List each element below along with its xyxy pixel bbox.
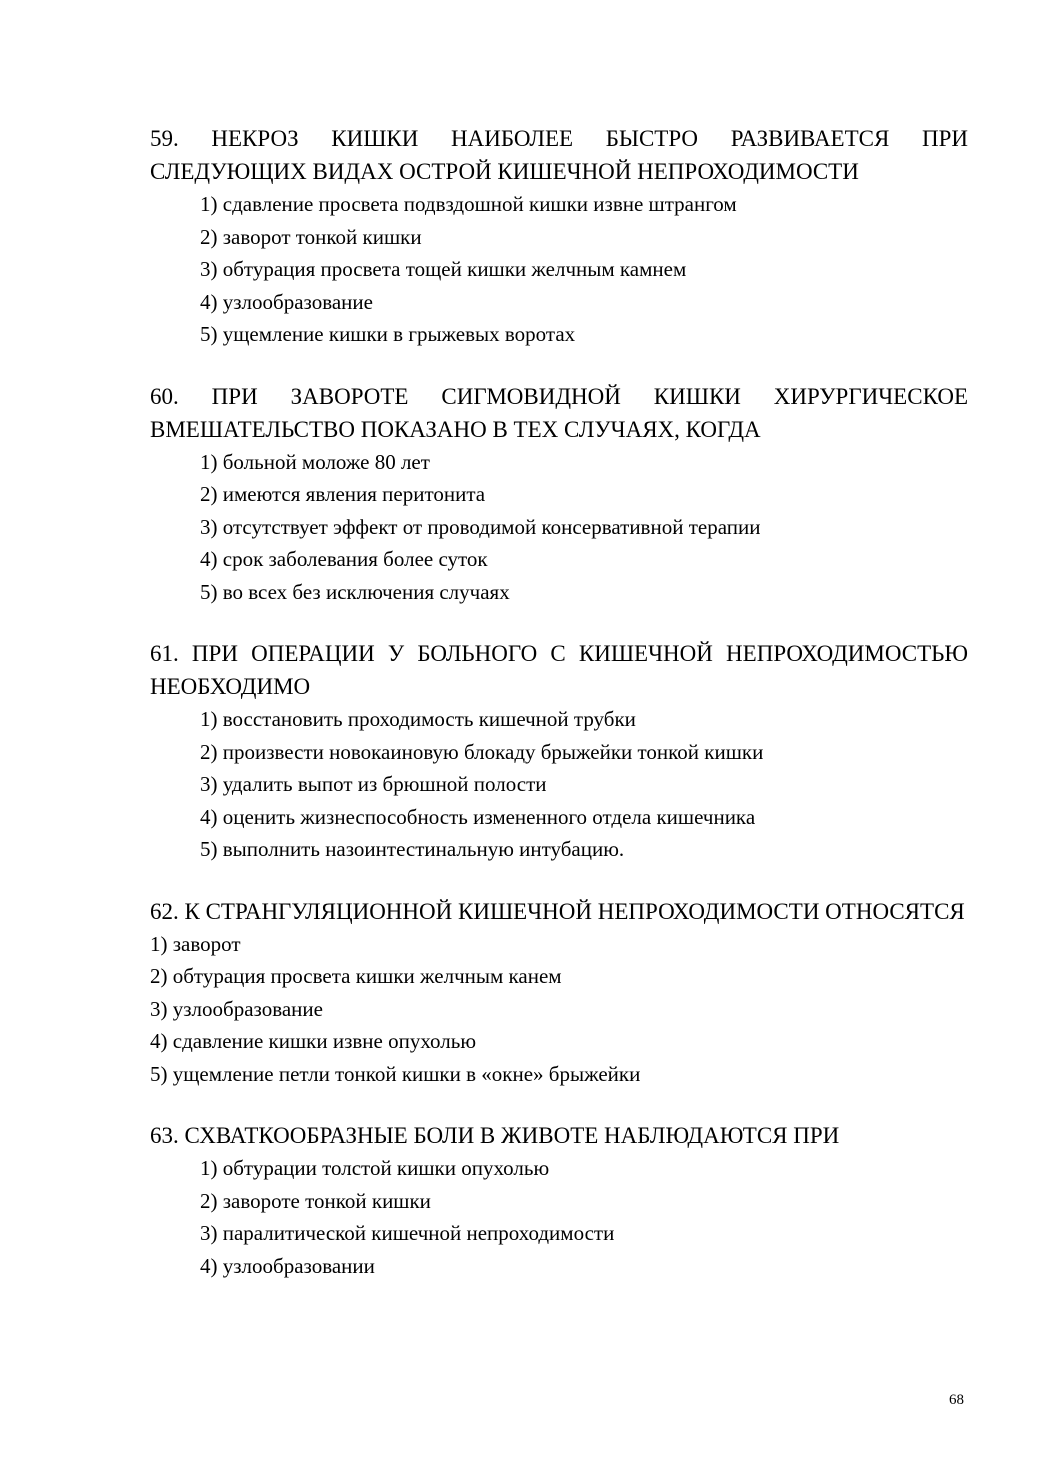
answer-option: 2) заворот тонкой кишки bbox=[200, 224, 422, 249]
answer-option: 3) паралитической кишечной непроходимости bbox=[200, 1221, 615, 1245]
answer-options bbox=[150, 188, 968, 351]
question-title: 59. НЕКРОЗ КИШКИ НАИБОЛЕЕ БЫСТРО РАЗВИВАЕТСЯ ПРИ СЛЕДУЮЩИХ ВИДАХ ОСТРОЙ КИШЕЧНОЙ НЕПРОХОДИМОСТИ bbox=[150, 126, 968, 184]
answer-option: 1) заворот bbox=[150, 931, 241, 956]
page-content bbox=[150, 122, 968, 1311]
question-61 bbox=[150, 637, 968, 866]
question-63 bbox=[150, 1119, 968, 1282]
answer-option: 4) оценить жизнеспособность измененного отдела кишечника bbox=[200, 804, 756, 829]
answer-options bbox=[150, 446, 968, 609]
answer-option: 5) выполнить назоинтестинальную интубацию. bbox=[200, 837, 625, 861]
answer-option: 1) сдавление просвета подвздошной кишки извне штрангом bbox=[200, 192, 737, 216]
answer-option: 5) ущемление петли тонкой кишки в «окне» брыжейки bbox=[150, 1061, 641, 1086]
question-title: 63. СХВАТКООБРАЗНЫЕ БОЛИ В ЖИВОТЕ НАБЛЮДАЮТСЯ ПРИ bbox=[150, 1123, 840, 1148]
answer-option: 4) сдавление кишки извне опухолью bbox=[150, 1029, 477, 1053]
answer-option: 2) произвести новокаиновую блокаду брыжейки тонкой кишки bbox=[200, 739, 764, 764]
answer-option: 2) обтурация просвета кишки желчным канем bbox=[150, 964, 562, 988]
answer-option: 2) завороте тонкой кишки bbox=[200, 1188, 431, 1213]
answer-options bbox=[150, 928, 968, 1091]
answer-option: 1) обтурации толстой кишки опухолью bbox=[200, 1156, 550, 1180]
question-title: 62. К СТРАНГУЛЯЦИОННОЙ КИШЕЧНОЙ НЕПРОХОДИМОСТИ ОТНОСЯТСЯ bbox=[150, 898, 965, 924]
answer-option: 4) срок заболевания более суток bbox=[200, 547, 488, 571]
page-number: 68 bbox=[949, 1392, 964, 1408]
question-62 bbox=[150, 895, 968, 1091]
question-60 bbox=[150, 380, 968, 609]
answer-option: 1) больной моложе 80 лет bbox=[200, 449, 430, 474]
answer-option: 2) имеются явления перитонита bbox=[200, 482, 486, 506]
answer-option: 5) ущемление кишки в грыжевых воротах bbox=[200, 322, 576, 346]
answer-option: 1) восстановить проходимость кишечной трубки bbox=[200, 707, 636, 731]
answer-option: 3) отсутствует эффект от проводимой консервативной терапии bbox=[200, 514, 761, 539]
answer-option: 3) узлообразование bbox=[150, 996, 323, 1021]
answer-option: 4) узлообразовании bbox=[200, 1253, 375, 1278]
question-59 bbox=[150, 122, 968, 351]
answer-option: 4) узлообразование bbox=[200, 289, 373, 314]
question-title: 61. ПРИ ОПЕРАЦИИ У БОЛЬНОГО С КИШЕЧНОЙ НЕПРОХОДИМОСТЬЮ НЕОБХОДИМО bbox=[150, 641, 968, 699]
answer-option: 3) обтурация просвета тощей кишки желчным камнем bbox=[200, 257, 687, 281]
answer-options bbox=[150, 1152, 968, 1282]
question-title: 60. ПРИ ЗАВОРОТЕ СИГМОВИДНОЙ КИШКИ ХИРУРГИЧЕСКОЕ ВМЕШАТЕЛЬСТВО ПОКАЗАНО В ТЕХ СЛУЧАЯХ, КОГДА bbox=[150, 383, 968, 442]
answer-option: 3) удалить выпот из брюшной полости bbox=[200, 772, 547, 796]
answer-options bbox=[150, 703, 968, 866]
answer-option: 5) во всех без исключения случаях bbox=[200, 579, 510, 604]
